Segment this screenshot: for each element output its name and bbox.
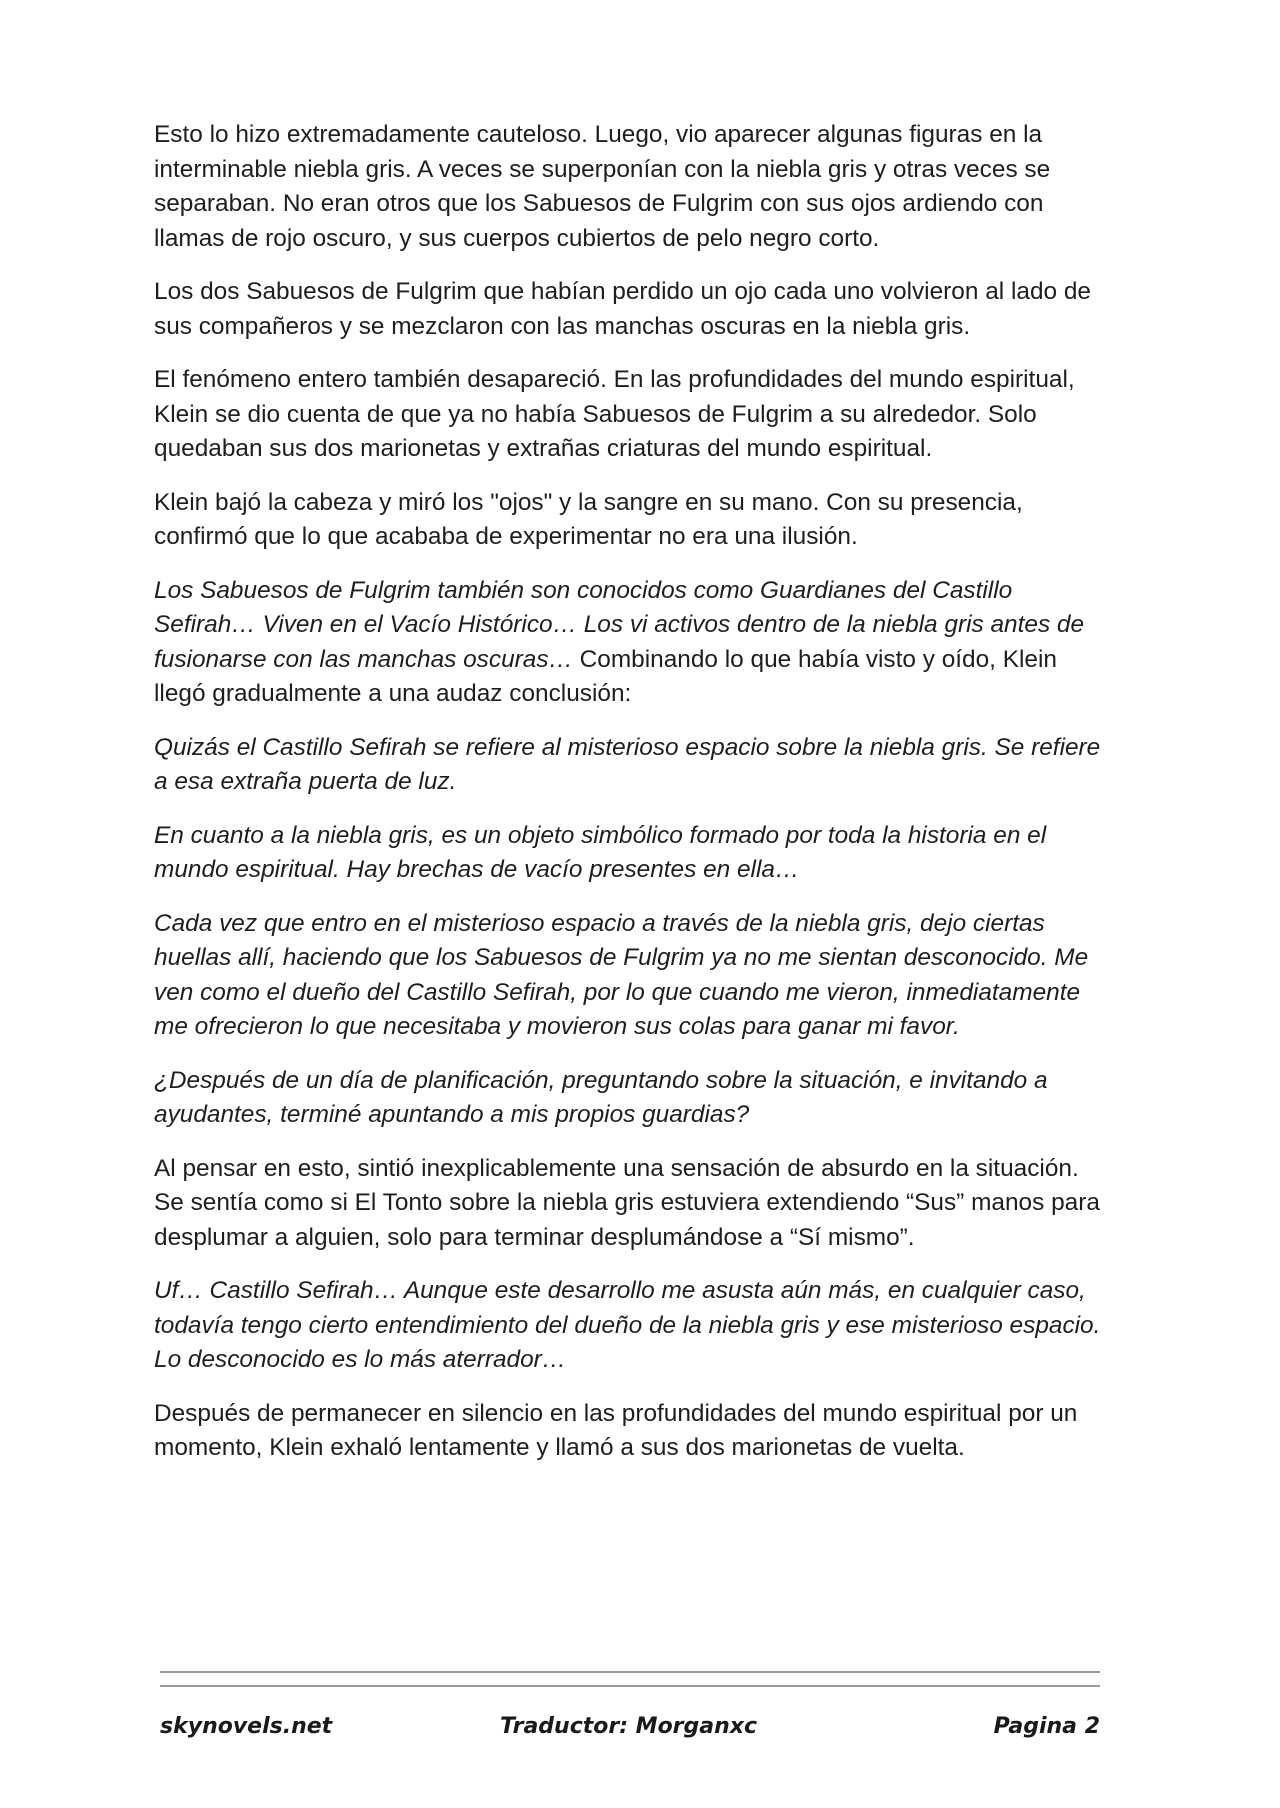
paragraph-text: Los dos Sabuesos de Fulgrim que habían perdido un ojo cada uno volvieron al lado de sus compañeros y se mezclaron con las manchas oscuras en la niebla gris. (154, 278, 1091, 340)
footer-divider (160, 1671, 1100, 1699)
document-body (154, 118, 1114, 1485)
italic-text: Quizás el Castillo Sefirah se refiere al misterioso espacio sobre la niebla gris. Se refiere a esa extraña puerta de luz. (154, 733, 1101, 795)
page-footer (160, 1714, 1100, 1748)
paragraph (154, 1152, 1114, 1256)
italic-text: En cuanto a la niebla gris, es un objeto simbólico formado por toda la historia en el mundo espiritual. Hay brechas de vacío presentes en ella… (154, 821, 1047, 883)
paragraph (154, 486, 1114, 555)
paragraph-text: Klein bajó la cabeza y miró los "ojos" y la sangre en su mano. Con su presencia, confirmó que lo que acababa de experimentar no era una ilusión. (154, 488, 1023, 550)
footer-rule-top (160, 1671, 1100, 1673)
paragraph-text: Combinando lo que había visto y oído, Klein llegó gradualmente a una audaz conclusión: (154, 645, 1057, 707)
paragraph-text: Después de permanecer en silencio en las profundidades del mundo espiritual por un momento, Klein exhaló lentamente y llamó a sus dos marionetas de vuelta. (154, 1399, 1078, 1461)
paragraph (154, 1397, 1114, 1466)
footer-rule-bottom (160, 1685, 1100, 1687)
paragraph (154, 1064, 1114, 1133)
italic-text: Los Sabuesos de Fulgrim también son conocidos como Guardianes del Castillo Sefirah… Viven en el Vacío Histórico… Los vi activos dentro de la niebla gris antes de fusionarse con las manchas oscuras… (154, 576, 1085, 673)
paragraph (154, 1274, 1114, 1378)
paragraph (154, 118, 1114, 256)
footer-translator: Traductor: Morganxc (500, 1714, 758, 1739)
footer-page-number: Pagina 2 (993, 1714, 1100, 1739)
paragraph-text: El fenómeno entero también desapareció. En las profundidades del mundo espiritual, Klein se dio cuenta de que ya no había Sabuesos de Fulgrim a su alrededor. Solo quedaban sus dos marionetas y extrañas criaturas del mundo espiritual. (154, 366, 1075, 462)
paragraph (154, 363, 1114, 467)
paragraph (154, 731, 1114, 800)
footer-site: skynovels.net (160, 1714, 333, 1739)
italic-text: ¿Después de un día de planificación, preguntando sobre la situación, e invitando a ayudantes, terminé apuntando a mis propios guardias? (154, 1066, 1048, 1128)
paragraph-text: Esto lo hizo extremadamente cauteloso. Luego, vio aparecer algunas figuras en la interminable niebla gris. A veces se superponían con la niebla gris y otras veces se separaban. No eran otros que los Sabuesos de Fulgrim con sus ojos ardiendo con llamas de rojo oscuro, y sus cuerpos cubiertos de pelo negro corto. (154, 121, 1051, 252)
paragraph-text: Al pensar en esto, sintió inexplicablemente una sensación de absurdo en la situación. Se sentía como si El Tonto sobre la niebla gris estuviera extendiendo “Sus” manos para desplumar a alguien, solo para terminar desplumándose a “Sí mismo”. (154, 1154, 1100, 1251)
italic-text: Cada vez que entro en el misterioso espacio a través de la niebla gris, dejo ciertas huellas allí, haciendo que los Sabuesos de Fulgrim ya no me sientan desconocido. Me ven como el dueño del Castillo Sefirah, por lo que cuando me vieron, inmediatamente me ofrecieron lo que necesitaba y movieron sus colas para ganar mi favor. (154, 909, 1089, 1040)
paragraph (154, 819, 1114, 888)
paragraph (154, 275, 1114, 344)
italic-text: Uf… Castillo Sefirah… Aunque este desarrollo me asusta aún más, en cualquier caso, todavía tengo cierto entendimiento del dueño de la niebla gris y ese misterioso espacio. Lo desconocido es lo más aterrador… (154, 1277, 1101, 1373)
paragraph (154, 907, 1114, 1045)
paragraph (154, 574, 1114, 712)
